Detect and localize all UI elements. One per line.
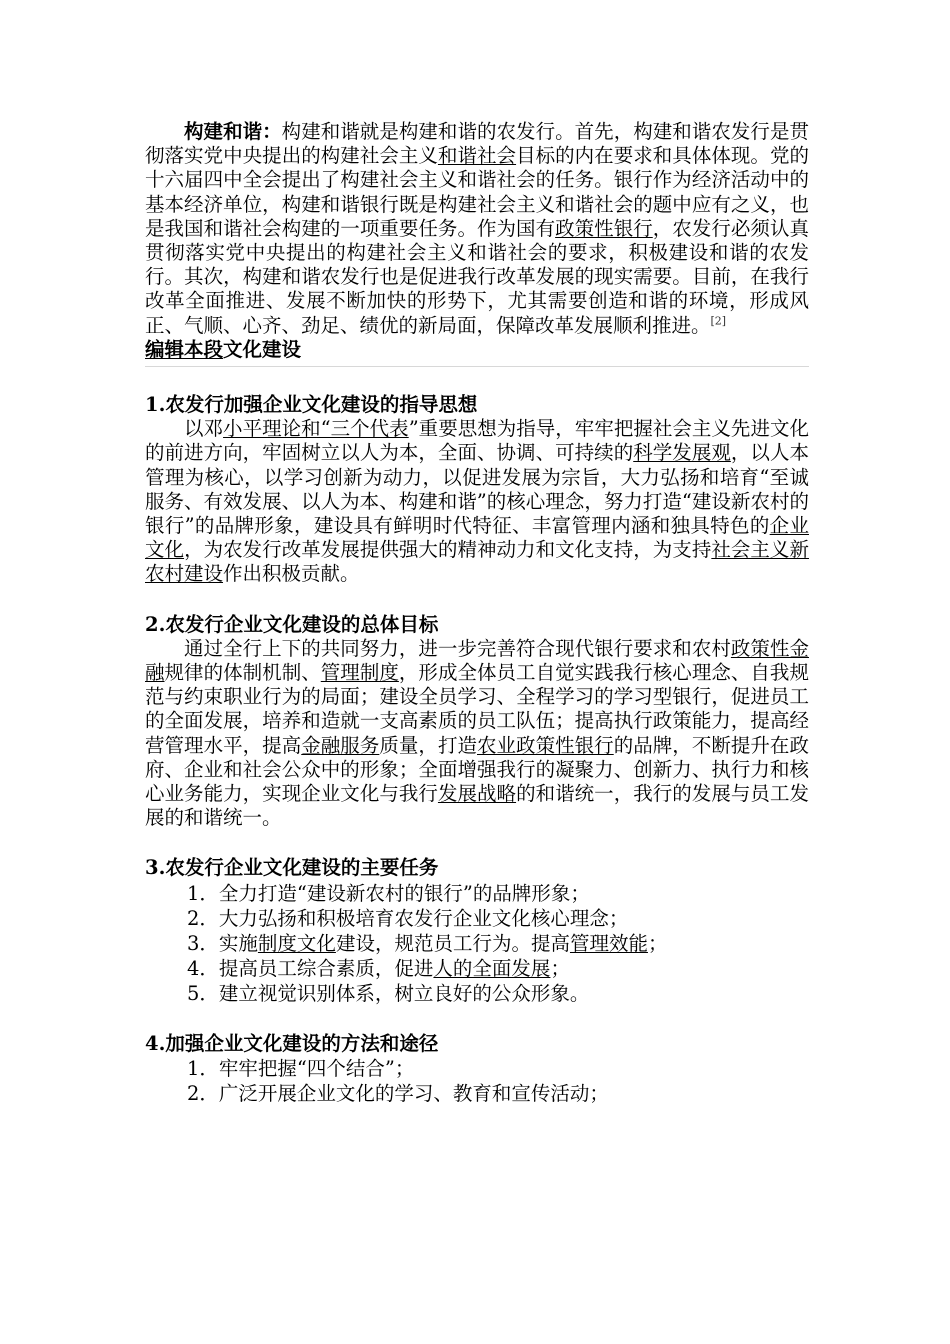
text: 作出积极贡献。 [223, 562, 360, 586]
list-item: 5．建立视觉识别体系，树立良好的公众形象。 [187, 981, 590, 1005]
list-item: 2．大力弘扬和积极培育农发行企业文化核心理念； [187, 906, 629, 930]
text: 4．提高员工综合素质，促进 [187, 956, 434, 980]
paragraph-overall-goal [145, 637, 809, 831]
text: 建设，规范员工行为。提高 [335, 931, 570, 955]
link-agri-policy-bank[interactable]: 农业政策性银行 [477, 733, 614, 757]
link-management-efficiency[interactable]: 管理效能 [569, 931, 648, 955]
text: ； [647, 931, 668, 955]
list-item: 2．广泛开展企业文化的学习、教育和宣传活动； [187, 1081, 609, 1105]
text: 以邓 [184, 417, 224, 441]
list-item: 1．全力打造“建设新农村的银行”的品牌形象； [187, 881, 590, 905]
text: ，形成全体员工自觉实践我行核心理念、自我规范与约束职业行为的局面；建设全员学习、全程学习的学习型银行，促进员工的全面发展，培养和造就一支高素质的员工队伍；提高执行政策能力，提高经营管理水平，提高 [145, 661, 809, 757]
section-title: 文化建设 [223, 337, 302, 361]
text: 规律的体制机制、 [164, 661, 321, 685]
methods-list [145, 1056, 809, 1106]
intro-lead: 构建和谐： [184, 120, 282, 143]
link-management-system[interactable]: 管理制度 [320, 661, 399, 685]
text: 质量，打造 [379, 733, 477, 757]
document-page [145, 120, 809, 1106]
text: 通过全行上下的共同努力，进一步完善符合现代银行要求和农村 [184, 636, 731, 660]
section-header [145, 338, 809, 367]
text: ”重要思想为指导，牢牢把握社会主义先进文化的前进方向，牢固树立以人为本，全面、协调、可持续的 [145, 417, 809, 465]
link-policy-finance[interactable]: 政策性金融 [145, 636, 809, 685]
intro-paragraph [145, 120, 809, 338]
link-financial-services[interactable]: 金融服务 [301, 733, 380, 757]
link-human-development[interactable]: 人的全面发展 [433, 956, 551, 980]
intro-text: 构建和谐就是构建和谐的农发行。首先，构建和谐农发行是贯彻落实党中央提出的构建社会主义 [145, 120, 809, 168]
link-new-countryside[interactable]: 社会主义新农村建设 [145, 538, 809, 586]
link-deng-theory[interactable]: 小平理论和“三个代表 [223, 417, 409, 441]
edit-section-link[interactable]: 编辑本段 [145, 337, 224, 361]
text: ，以人本管理为核心，以学习创新为动力，以促进发展为宗旨，大力弘扬和培育“至诚服务、有效发展、以人为本、构建和谐”的核心理念，努力打造“建设新农村的银行”的品牌形象，建设具有鲜明时代特征、丰富管理内涵和独具特色的 [145, 441, 809, 538]
heading-methods: 4.加强企业文化建设的方法和途径 [145, 1031, 439, 1055]
link-institutional-culture[interactable]: 制度文化 [257, 931, 336, 955]
text: 的和谐统一，我行的发展与员工发展的和谐统一。 [145, 782, 809, 830]
reference-link[interactable]: [2] [710, 314, 727, 328]
heading-guiding-ideology: 1.农发行加强企业文化建设的指导思想 [145, 393, 478, 417]
list-item [145, 931, 809, 956]
heading-main-tasks: 3.农发行企业文化建设的主要任务 [145, 856, 439, 880]
link-harmonious-society[interactable]: 和谐社会 [437, 144, 517, 168]
heading-overall-goal: 2.农发行企业文化建设的总体目标 [145, 612, 439, 636]
paragraph-guiding-ideology [145, 417, 809, 586]
text: ，为农发行改革发展提供强大的精神动力和文化支持，为支持 [184, 538, 712, 562]
text: 3．实施 [187, 931, 258, 955]
link-development-strategy[interactable]: 发展战略 [437, 782, 517, 806]
intro-text: 目标的内在要求和具体体现。党的十六届四中全会提出了构建社会主义和谐社会的任务。银行作为经济活动中的基本经济单位，构建和谐银行既是构建社会主义和谐社会的题中应有之义，也是我国和谐社会构建的一项重要任务。作为国有 [145, 144, 809, 240]
list-item [145, 956, 809, 981]
link-policy-bank[interactable]: 政策性银行 [555, 216, 653, 240]
text: 的品牌，不断提升在政府、企业和社会公众中的形象；全面增强我行的凝聚力、创新力、执行力和核心业务能力，实现企业文化与我行 [145, 733, 809, 806]
text: ； [550, 956, 570, 980]
intro-text: ，农发行必须认真贯彻落实党中央提出的构建社会主义和谐社会的要求，积极建设和谐的农发行。其次，构建和谐农发行也是促进我行改革发展的现实需要。目前，在我行改革全面推进、发展不断加快的形势下，尤其需要创造和谐的环境，形成风正、气顺、心齐、劲足、绩优的新局面，保障改革发展顺利推进。 [145, 216, 809, 337]
list-item: 1．牢牢把握“四个结合”； [187, 1056, 415, 1080]
link-corporate-culture[interactable]: 企业文化 [145, 514, 809, 562]
main-tasks-list [145, 881, 809, 1006]
link-scientific-development[interactable]: 科学发展观 [633, 441, 731, 465]
